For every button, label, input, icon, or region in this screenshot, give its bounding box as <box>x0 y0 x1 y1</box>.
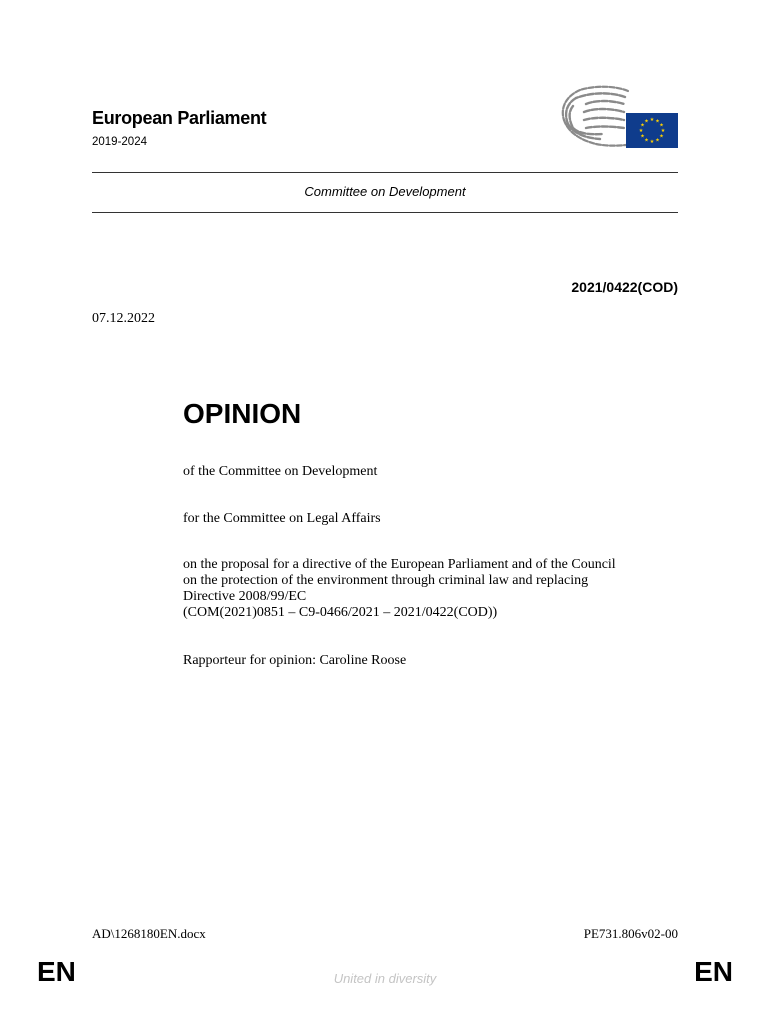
svg-text:★: ★ <box>659 122 664 129</box>
svg-text:★: ★ <box>655 118 660 125</box>
svg-text:★: ★ <box>644 118 649 125</box>
committee-heading: Committee on Development <box>304 184 466 199</box>
svg-text:★: ★ <box>649 117 655 123</box>
parliamentary-term: 2019-2024 <box>92 136 147 148</box>
header-rule-bottom <box>92 212 678 213</box>
footer-file-name: AD\1268180EN.docx <box>92 926 206 941</box>
opinion-for-line: for the Committee on Legal Affairs <box>183 511 381 526</box>
rapporteur-line: Rapporteur for opinion: Caroline Roose <box>183 653 407 668</box>
header-rule-top <box>92 172 678 173</box>
svg-text:★: ★ <box>640 122 645 129</box>
language-code-left: EN <box>37 956 76 987</box>
eu-motto: United in diversity <box>333 971 437 986</box>
svg-text:★: ★ <box>660 128 666 134</box>
svg-text:★: ★ <box>640 133 645 140</box>
eu-flag-icon <box>626 113 678 148</box>
proposal-line: on the proposal for a directive of the European Parliament and of the Council <box>183 557 616 572</box>
institution-name: European Parliament <box>92 108 267 128</box>
proposal-line: Directive 2008/99/EC <box>183 589 307 604</box>
svg-text:★: ★ <box>655 137 660 144</box>
svg-text:★: ★ <box>659 133 664 140</box>
procedure-number: 2021/0422(COD) <box>571 279 678 295</box>
european-parliament-logo-icon <box>556 82 680 152</box>
svg-text:★: ★ <box>649 139 655 145</box>
svg-text:★: ★ <box>638 128 644 134</box>
footer-pe-reference: PE731.806v02-00 <box>583 926 678 941</box>
proposal-block <box>183 557 616 621</box>
hemicycle-icon <box>563 87 628 146</box>
proposal-line: on the protection of the environment through criminal law and replacing <box>183 573 589 588</box>
svg-text:★: ★ <box>644 137 649 144</box>
proposal-line: (COM(2021)0851 – C9-0466/2021 – 2021/0422(COD)) <box>183 605 498 620</box>
language-code-right: EN <box>694 956 733 987</box>
opinion-of-line: of the Committee on Development <box>183 464 378 479</box>
document-date: 07.12.2022 <box>92 311 155 326</box>
document-type-title: OPINION <box>183 398 302 429</box>
